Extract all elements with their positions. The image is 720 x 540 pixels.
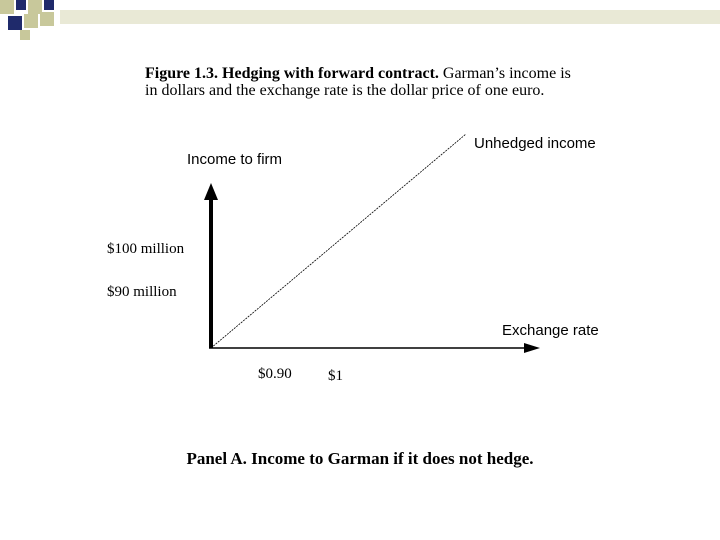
panel-caption: Panel A. Income to Garman if it does not hedge. <box>186 449 534 468</box>
x-axis-label: Exchange rate <box>502 322 599 339</box>
y-tick-label: $90 million <box>107 284 177 300</box>
figure-title: Hedging with forward contract. <box>222 65 439 82</box>
figure-label: Figure 1.3. <box>145 65 219 82</box>
x-tick-label: $0.90 <box>258 366 292 382</box>
y-axis-arrowhead <box>204 183 218 200</box>
y-tick-label: $100 million <box>107 241 185 257</box>
x-tick-label: $1 <box>328 368 343 384</box>
line-label: Unhedged income <box>474 135 596 152</box>
figure-description: Garman’s income is in dollars and the exchange rate is the dollar price of one euro. <box>145 65 571 99</box>
x-axis-arrowhead <box>524 343 540 353</box>
y-axis-label: Income to firm <box>187 151 283 168</box>
